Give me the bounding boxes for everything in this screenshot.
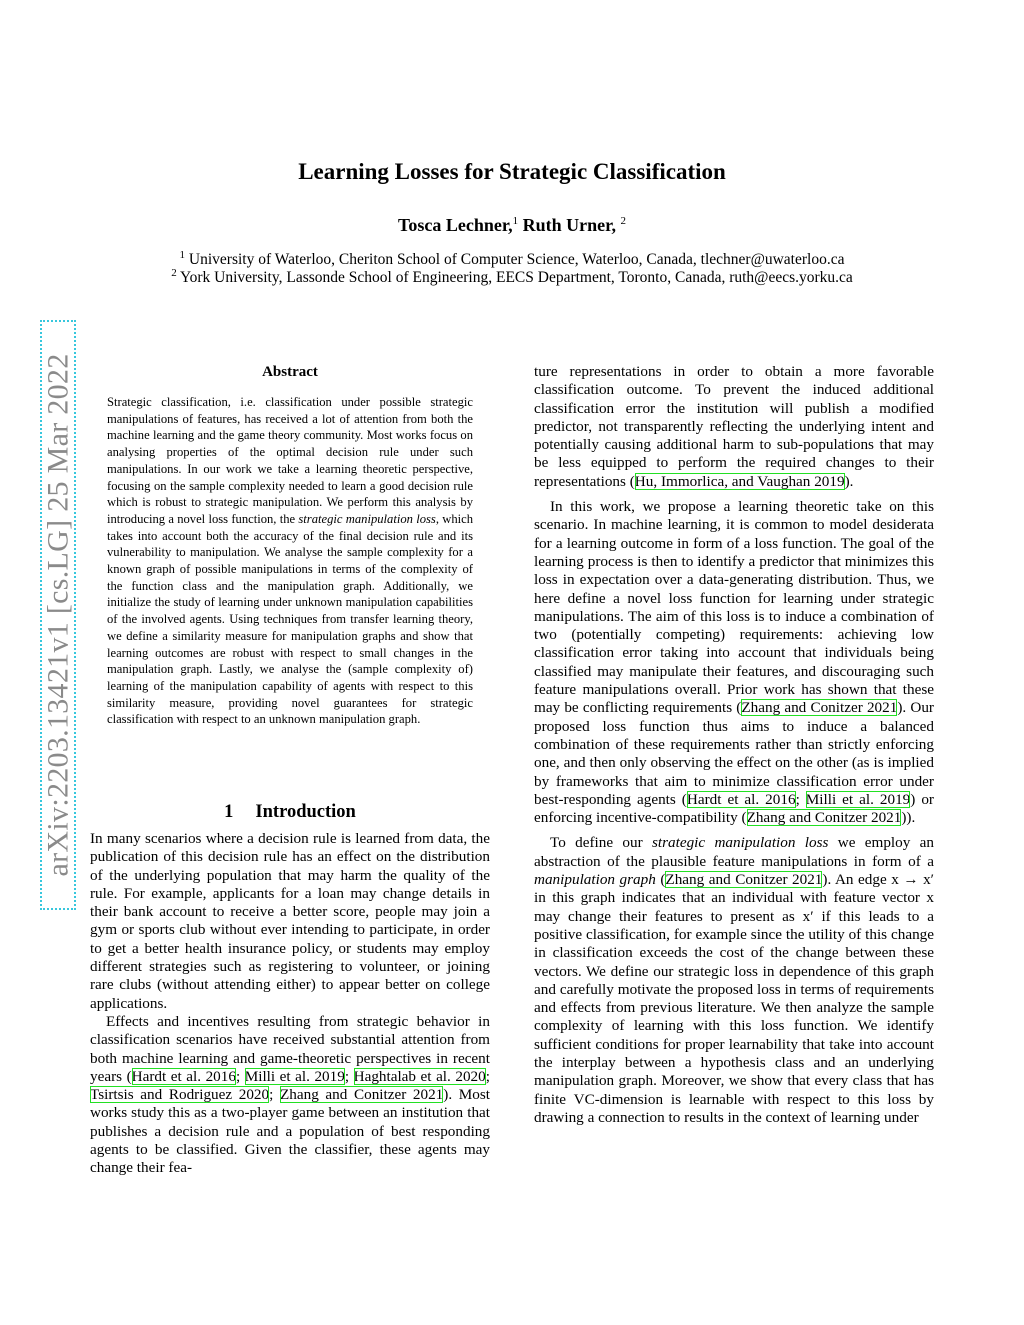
- paragraph-text: we employ an abstraction of the plausible feature manipulations in form of a: [534, 834, 934, 870]
- citation-separator: ;: [235, 1067, 245, 1085]
- citation-link[interactable]: Milli et al. 2019: [244, 1067, 345, 1085]
- intro-paragraph-1: In many scenarios where a decision rule is learned from data, the publication of this decision rule has an effect on the distribution of the underlying population that may harm the quality of the rule. For example, applicants for a loan may change details in their bank account to receive a better score, people may join a gym or sports club without ever intending to participate, in order to get a better health insurance policy, or students may employ different strategies such as registering to volunteer, or joining rare clubs (without attending either) to appear better on college applications.: [90, 830, 490, 1012]
- abstract-text-1: Strategic classification, i.e. classification under possible strategic manipulations of features, has received a lot of attention from both the machine learning and the game theory community. Most works focus on analysing properties of the optimal decision rule under such manipulations. In our work we take a learning theoretic perspective, focusing on the sample complexity needed to learn a good decision rule which is robust to strategic manipulation. We perform this analysis by introducing a novel loss function, the: [107, 395, 473, 526]
- affiliation-1-mark: 1: [179, 249, 186, 261]
- paragraph-text: ture representations in order to obtain a more favorable classification outcome. To prevent the induced additional classification error the institution will publish a modified predictor, not transparently reflecting the underlying intent and potentially causing additional harm to sub-populations that may be less equipped to perform the required changes to their representations (: [534, 363, 934, 490]
- emphasis-term: manipulation graph: [534, 871, 656, 889]
- author-2-name: Ruth Urner,: [518, 215, 621, 235]
- right-column: [534, 363, 934, 1127]
- paragraph-text: ). Our proposed loss function thus aims to induce a balanced combination of these requirements rather than strictly enforcing one, and then only observing the effect on the other (as is implied by frameworks that aim to minimize classification error under best-responding agents (: [534, 699, 934, 808]
- citation-link[interactable]: Haghtalab et al. 2020: [353, 1067, 486, 1085]
- citation-link[interactable]: Zhang and Conitzer 2021: [746, 809, 902, 827]
- affiliation-2-mark: 2: [171, 267, 177, 279]
- paper-title: Learning Losses for Strategic Classification: [298, 159, 726, 184]
- paragraph-text: )).: [901, 809, 916, 827]
- intro-paragraph-2: [90, 1013, 490, 1178]
- citation-separator: ;: [795, 790, 806, 808]
- section-title: Introduction: [255, 802, 356, 822]
- citation-link[interactable]: Hardt et al. 2016: [686, 790, 796, 808]
- arxiv-stamp-text: arXiv:2203.13421v1 [cs.LG] 25 Mar 2022: [41, 353, 75, 877]
- paragraph-text: Effects and incentives resulting from strategic behavior in classification scenarios have received substantial attention from both machine learning and game-theoretic perspectives in recent years (: [90, 1012, 490, 1085]
- citation-separator: ;: [485, 1067, 490, 1085]
- author-line: [0, 215, 1024, 236]
- right-paragraph-1: [534, 363, 934, 491]
- emphasis-term: strategic manipulation loss: [651, 834, 829, 852]
- arxiv-stamp[interactable]: [40, 320, 76, 910]
- left-column: [90, 830, 490, 1178]
- citation-link[interactable]: Milli et al. 2019: [805, 790, 911, 808]
- paragraph-text: (: [655, 871, 666, 889]
- affiliation-2: [0, 267, 1024, 287]
- citation-link[interactable]: Hardt et al. 2016: [131, 1067, 236, 1085]
- citation-link[interactable]: Hu, Immorlica, and Vaughan 2019: [634, 472, 845, 490]
- paragraph-text: ). An edge x → x′ in this graph indicates that an individual with feature vector x may change their features to present as x′ if this leads to a positive classification, for example since the utility of this change in classification exceeds the cost of the change between these vectors. We define our strategic loss in dependence of this graph and carefully motivate the proposed loss in terms of requirements and effects from previous literature. We then analyze the sample complexity of learning with this loss function. We identify sufficient conditions for proper learnability that take into account the interplay between a hypothesis class and an underlying manipulation graph. Moreover, we show that every class that has finite VC-dimension is learnable with respect to this loss by drawing a connection to results in the context of learning under: [534, 871, 934, 1126]
- citation-separator: ;: [344, 1067, 354, 1085]
- author-1-affil-mark: 1: [512, 215, 519, 227]
- abstract-heading: Abstract: [262, 364, 318, 380]
- affiliation-2-text: York University, Lassonde School of Engineering, EECS Department, Toronto, Canada, ruth@eecs.yorku.ca: [176, 269, 853, 287]
- paragraph-text: In this work, we propose a learning theoretic take on this scenario. In machine learning, it is common to model desiderata for a learning outcome in form of a loss function. The goal of the learning process is then to identify a predictor that minimizes this loss in expectation over a data-generating distribution. Thus, we here define a novel loss function for learning under strategic manipulations. The aim of this loss is to induce a combination of two (potentially competing) requirements: achieving low classification error taking into account that individuals being classified may manipulate their features, and discouraging such feature manipulations overall. Prior work has shown that these may be conflicting requirements (: [534, 498, 934, 717]
- citation-link[interactable]: Tsirtsis and Rodriguez 2020: [90, 1086, 270, 1104]
- abstract-emphasis: strategic manipulation loss: [298, 511, 436, 526]
- paragraph-text: ) or enforcing incentive-compatibility (: [534, 790, 934, 827]
- paragraph-text: ). Most works study this as a two-player game between an institution that publishes a decision rule and a population of best responding agents to be classified. Given the classifier, these agents may change their fea-: [90, 1086, 490, 1177]
- abstract-body: [107, 394, 473, 728]
- author-1-name: Tosca Lechner,: [397, 215, 513, 235]
- paragraph-text: To define our: [550, 834, 652, 852]
- author-2-affil-mark: 2: [620, 215, 627, 227]
- right-paragraph-3: [534, 834, 934, 1127]
- right-paragraph-2: [534, 498, 934, 827]
- citation-link[interactable]: Zhang and Conitzer 2021: [665, 871, 823, 889]
- paragraph-text: ).: [844, 472, 854, 490]
- section-number: 1: [224, 802, 234, 822]
- citation-link[interactable]: Zhang and Conitzer 2021: [741, 699, 898, 717]
- section-heading-introduction: [90, 802, 490, 823]
- abstract-text-2: , which takes into account both the accuracy of the final decision rule and its vulnerability to manipulation. We analyse the sample complexity for a known graph of possible manipulations in terms of the complexity of the function class and the manipulation graph. Additionally, we initialize the study of learning under unknown manipulation capabilities of the involved agents. Using techniques from transfer learning theory, we define a similarity measure for manipulation graphs and show that learning outcomes are robust with respect to small changes in the manipulation graph. Lastly, we analyse the (sample complexity of) learning of the manipulation capability of agents with respect to this similarity measure, providing novel guarantees for strategic classification with respect to an unknown manipulation graph.: [107, 511, 474, 727]
- citation-link[interactable]: Zhang and Conitzer 2021: [279, 1086, 444, 1104]
- affiliation-1-text: University of Waterloo, Cheriton School of Computer Science, Waterloo, Canada, tlechner@uwaterloo.ca: [185, 251, 845, 269]
- citation-separator: ;: [269, 1086, 280, 1104]
